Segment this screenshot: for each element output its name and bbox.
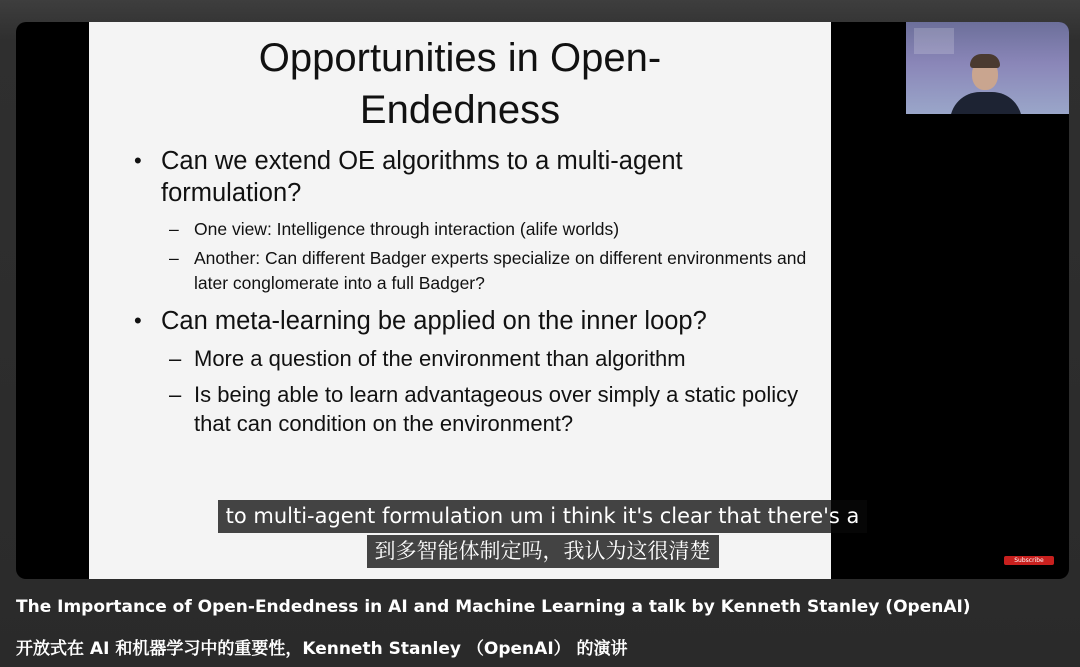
subscribe-button[interactable]: Subscribe [1004, 556, 1054, 565]
slide-sub-bullet-2-2-text: Is being able to learn advantageous over simply a static policy that can condition on the environment? [194, 382, 799, 436]
slide-title-line-1: Opportunities in Open- [258, 36, 662, 80]
slide-bullet-1-text: Can we extend OE algorithms to a multi-agent formulation? [161, 147, 683, 207]
subtitle-chinese-text: 到多智能体制定吗，我认为这很清楚 [367, 535, 719, 568]
slide-sub-bullet-1-2 [169, 246, 809, 296]
subtitle-chinese [16, 535, 1069, 568]
slide-sub-bullet-2-1 [169, 344, 809, 373]
slide-sub-bullet-2-1-text: More a question of the environment than algorithm [194, 346, 686, 371]
video-player[interactable] [16, 22, 1069, 579]
slide-sub-bullet-1-1-text: One view: Intelligence through interaction (alife worlds) [194, 219, 620, 239]
speaker-webcam [906, 22, 1069, 114]
slide-title-line-2: Endedness [359, 88, 561, 132]
bullet-marker: • [134, 308, 142, 333]
video-caption-english: The Importance of Open-Endedness in AI and Machine Learning a talk by Kenneth Stanley (OpenAI) [16, 597, 971, 617]
slide-sub-bullet-1-1 [169, 217, 809, 242]
speaker-body [950, 92, 1022, 114]
slide-sub-bullet-1-2-text: Another: Can different Badger experts specialize on different environments and later conglomerate into a full Badger? [194, 248, 807, 293]
speaker-hair [970, 54, 1000, 68]
bullet-marker: • [134, 148, 142, 173]
webcam-window-light [914, 28, 954, 54]
slide-sub-bullet-2-2 [169, 380, 809, 438]
slide-bullet-2-text: Can meta-learning be applied on the inner loop? [161, 307, 707, 335]
dash-marker: – [169, 382, 182, 407]
dash-marker: – [169, 248, 179, 268]
dash-marker: – [169, 219, 179, 239]
presentation-slide [89, 22, 831, 579]
slide-bullet-2 [134, 305, 794, 337]
slide-bullet-1 [134, 145, 794, 209]
video-caption-chinese: 开放式在 AI 和机器学习中的重要性，Kenneth Stanley （OpenAI） 的演讲 [16, 639, 628, 659]
subtitle-english [16, 500, 1069, 533]
subtitle-english-text: to multi-agent formulation um i think it's clear that there's a [218, 500, 868, 533]
dash-marker: – [169, 346, 182, 371]
slide-title [89, 32, 831, 136]
